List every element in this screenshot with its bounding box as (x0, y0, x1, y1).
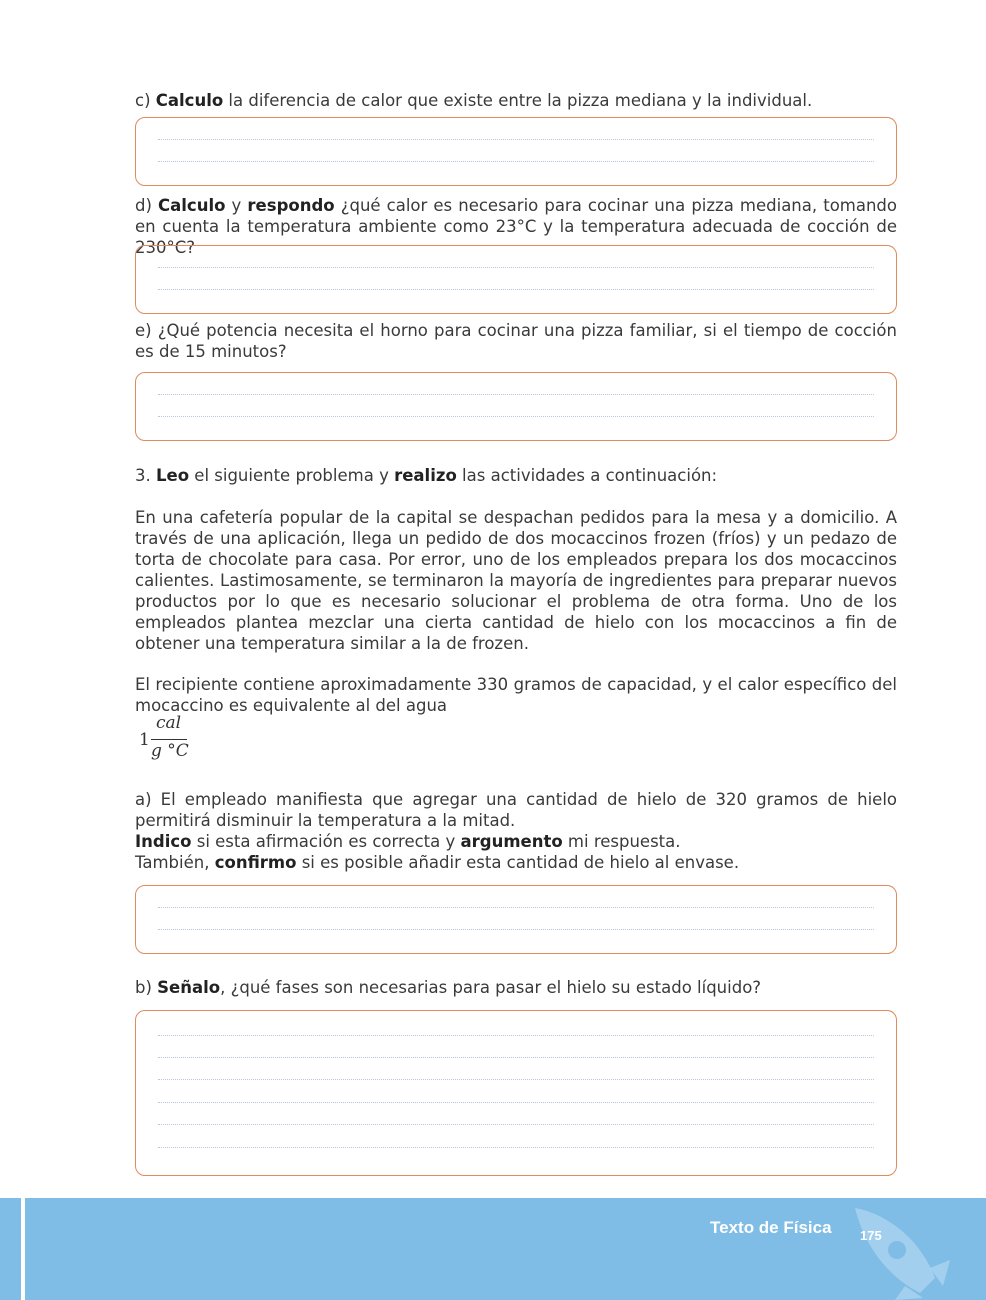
footer-strip (21, 1198, 25, 1300)
book-title: Texto de Física (710, 1218, 832, 1237)
rocket-icon (835, 1198, 955, 1300)
answer-box-e[interactable] (135, 372, 897, 441)
question-d: d) Calculo y respondo ¿qué calor es necesario para cocinar una pizza mediana, tomando en cuenta la temperatura ambiente como 23°C y la temperatura adecuada de cocción de 230°C? (135, 196, 897, 257)
answer-line (158, 1057, 874, 1058)
page-footer (0, 1198, 986, 1300)
formula-coefficient: 1 (139, 730, 150, 750)
formula-denominator: g °C (151, 741, 189, 761)
answer-line (158, 161, 874, 162)
answer-box-3b[interactable] (135, 1010, 897, 1176)
answer-line (158, 1035, 874, 1036)
page-number: 175 (860, 1228, 882, 1243)
answer-line (158, 929, 874, 930)
problem-3-paragraph-2: El recipiente contiene aproximadamente 330 gramos de capacidad, y el calor específico del mocaccino es equivalente al del agua (135, 675, 897, 715)
question-c-verb: Calculo (155, 91, 224, 110)
answer-line (158, 289, 874, 290)
answer-line (158, 1102, 874, 1103)
question-e: e) ¿Qué potencia necesita el horno para cocinar una pizza familiar, si el tiempo de cocción es de 15 minutos? (135, 321, 897, 361)
answer-line (158, 1147, 874, 1148)
answer-line (158, 1079, 874, 1080)
answer-line (158, 907, 874, 908)
question-3a: a) El empleado manifiesta que agregar una cantidad de hielo de 320 gramos de hielo permitirá disminuir la temperatura a la mitad. Indico si esta afirmación es correcta y argumento mi respuesta. También, confirmo si es posible añadir esta cantidad de hielo al envase. (135, 790, 897, 872)
question-3b: b) Señalo, ¿qué fases son necesarias para pasar el hielo su estado líquido? (135, 978, 762, 997)
answer-line (158, 1124, 874, 1125)
problem-3-paragraph-1: En una cafetería popular de la capital se despachan pedidos para la mesa y a domicilio. A través de una aplicación, llega un pedido de dos mocaccinos frozen (fríos) y un pedazo de torta de chocolate para casa. Por error, uno de los empleados prepara los dos mocaccinos calientes. Lastimosamente, se terminaron la mayoría de ingredientes para preparar nuevos productos por lo que es necesario solucionar el problema de otra forma. Uno de los empleados plantea mezclar una cierta cantidad de hielo con los mocaccinos a fin de obtener una temperatura similar a la de frozen. (135, 508, 897, 653)
formula-numerator: cal (156, 713, 182, 733)
answer-line (158, 267, 874, 268)
answer-line (158, 394, 874, 395)
answer-line (158, 139, 874, 140)
question-c: c) Calculo la diferencia de calor que existe entre la pizza mediana y la individual. (135, 91, 813, 110)
answer-line (158, 416, 874, 417)
answer-box-3a[interactable] (135, 885, 897, 954)
answer-box-c[interactable] (135, 117, 897, 186)
fraction-bar (151, 739, 187, 740)
problem-3-heading: 3. Leo el siguiente problema y realizo las actividades a continuación: (135, 466, 718, 485)
answer-box-d[interactable] (135, 245, 897, 314)
